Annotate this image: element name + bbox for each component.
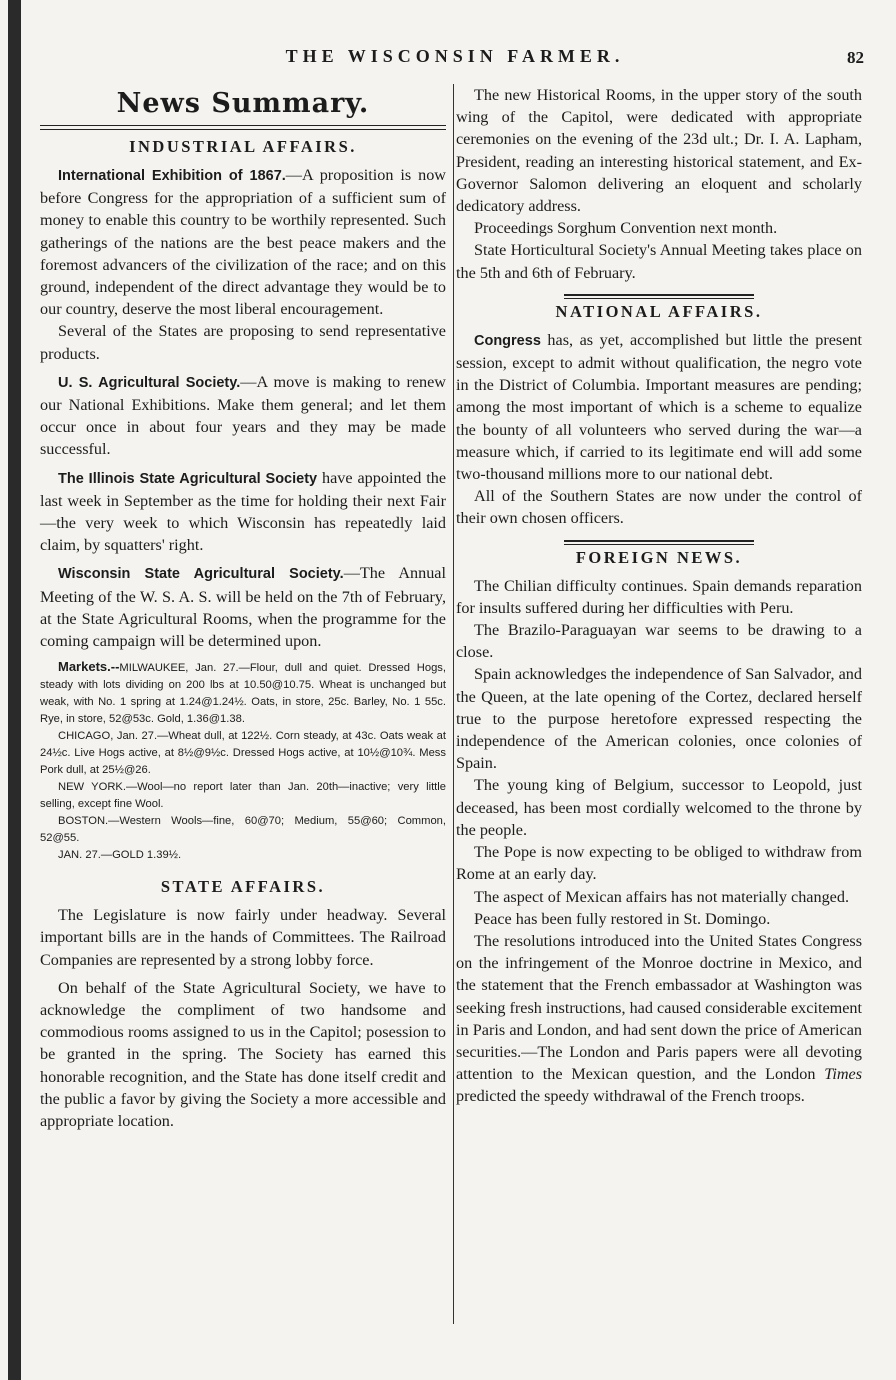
article-illinois-society [40, 467, 446, 557]
page-header [40, 46, 870, 76]
article-text: —A move is making to renew our National Exhibitions. Make them general; and let them occur once in about four years and they may be made successful. [40, 372, 446, 459]
page-number: 82 [847, 48, 864, 67]
article-text: —The Annual Meeting of the W. S. A. S. will be held on the 7th of February, at the State Agricultural Rooms, when the programme for the coming campaign will be determined upon. [40, 564, 446, 651]
markets-gold: JAN. 27.—GOLD 1.39½. [58, 849, 182, 862]
article-capitol-rooms: On behalf of the State Agricultural Society, we have to acknowledge the compliment of two handsome and commodious rooms assigned to us in the Capitol; posession to be granted in the spring. The Society has earned this honorable recognition, and the State has done itself credit and the public a favor by giving the Society a more accessible and appropriate location. [40, 978, 446, 1131]
national-affairs-heading: NATIONAL AFFAIRS. [555, 301, 763, 321]
page-spine [8, 0, 21, 1380]
article-brazilo-paraguayan-war: The Brazilo-Paraguayan war seems to be drawing to a close. [456, 621, 862, 662]
state-affairs-heading: STATE AFFAIRS. [160, 877, 326, 897]
article-historical-rooms: The new Historical Rooms, in the upper story of the south wing of the Capitol, were dedicated with appropriate ceremonies on the evening of the 23d ult.; Dr. I. A. Lapham, President, reading an interesting historical statement, and Ex-Governor Salomon delivering an eloquent and scholarly dedicatory address. [456, 86, 862, 216]
article-king-of-belgium: The young king of Belgium, successor to Leopold, just deceased, has been most cordially welcomed to the throne by the people. [456, 776, 862, 839]
section-rule [564, 540, 754, 545]
markets-new-york: NEW YORK.—Wool—no report later than Jan. 20th—inactive; very little selling, except fine Wool. [40, 781, 446, 811]
article-chilian-difficulty: The Chilian difficulty continues. Spain demands reparation for insults suffered during her difficulties with Peru. [456, 576, 862, 617]
article-legislature: The Legislature is now fairly under headway. Several important bills are in the hands of Committees. The Railroad Companies are represented by a strong lobby force. [40, 906, 446, 969]
article-pope: The Pope is now expecting to be obliged to withdraw from Rome at an early day. [456, 843, 862, 884]
article-lead: Congress [474, 332, 541, 349]
article-international-exhibition [40, 164, 446, 320]
article-horticultural-society: State Horticultural Society's Annual Meeting takes place on the 5th and 6th of February. [456, 241, 862, 282]
masthead: News Summary. [116, 88, 370, 119]
section-rule [564, 294, 754, 299]
article-congress [456, 329, 862, 485]
article-text: The resolutions introduced into the United States Congress on the infringement of the Monroe doctrine in Mexico, and the statement that the French embassador at Washington was seeking fresh instructions, had caused considerable excitement in Paris and London, and had sent down the price of American securities.—The London and Paris papers were all devoting attention to the Mexican question, and the London [456, 931, 862, 1084]
article-lead: International Exhibition of 1867. [58, 168, 286, 184]
right-column [456, 84, 862, 1108]
article-lead: The Illinois State Agricultural Society [58, 470, 318, 487]
markets-boston: BOSTON.—Western Wools—fine, 60@70; Medium, 55@60; Common, 52@55. [40, 815, 446, 845]
running-title: THE WISCONSIN FARMER. [285, 46, 625, 66]
markets-text: MILWAUKEE, Jan. 27.—Flour, dull and quiet. Dressed Hogs, steady with lots dividing on 200 lbs at 10.50@10.75. Wheat is unchanged but weak, with No. 1 spring at 1.24@1.24½. Oats, in store, 25c. Barley, No. 1 55c. Rye, in store, 52@53c. Gold, 1.36@1.38. [40, 662, 446, 726]
article-lead: Wisconsin State Agricultural Society. [58, 566, 344, 583]
article-st-domingo: Peace has been fully restored in St. Domingo. [474, 909, 771, 928]
article-text: has, as yet, accomplished but little the present session, except to admit without qualification, the negro vote in the District of Columbia. Important measures are pending; among the most important of which is a scheme to equalize the bounty of all volunteers who served during the war—a measure which, if carried to its legitimate end will add some two-thousand millions more to our national debt. [456, 330, 862, 484]
article-representative-products: Several of the States are proposing to send representative products. [40, 322, 446, 363]
article-monroe-doctrine [456, 930, 862, 1108]
markets-chicago: CHICAGO, Jan. 27.—Wheat dull, at 122½. Corn steady, at 43c. Oats weak at 24½c. Live Hogs active, at 8½@9½c. Dressed Hogs active, at 10½@10¾. Mess Pork dull, at 25½@26. [40, 730, 446, 777]
article-lead: U. S. Agricultural Society. [58, 374, 241, 391]
article-text: have appointed the last week in September as the time for holding their next Fair—the very week to which Wisconsin has repeatedly laid claim, by squatters' right. [40, 468, 447, 555]
article-text: —A proposition is now before Congress for the appropriation of a sufficient sum of money to enable this country to be worthily represented. Such gatherings of the nations are the best peace makers and the foremost advancers of the civilization of the race; and on this ground, independent of the direct advantage they would be to our country, deserve the most liberal encouragement. [40, 166, 446, 319]
article-mexican-affairs: The aspect of Mexican affairs has not materially changed. [474, 887, 850, 906]
article-sorghum-convention: Proceedings Sorghum Convention next month. [474, 219, 778, 238]
masthead-rule [40, 125, 446, 130]
article-us-agricultural-society [40, 371, 446, 461]
article-text: predicted the speedy withdrawal of the French troops. [456, 1087, 805, 1106]
left-column [40, 84, 446, 1132]
markets-lead: Markets.-- [58, 659, 120, 675]
industrial-affairs-heading: INDUSTRIAL AFFAIRS. [129, 137, 357, 156]
column-divider [453, 84, 454, 1324]
foreign-news-heading: FOREIGN NEWS. [575, 547, 743, 567]
markets-milwaukee [40, 658, 446, 728]
article-southern-states: All of the Southern States are now under the control of their own chosen officers. [456, 487, 862, 528]
newspaper-title: Times [824, 1065, 862, 1084]
article-san-salvador: Spain acknowledges the independence of San Salvador, and the Queen, at the late opening of the Cortez, declared herself true to the purpose heretofore expressed respecting the independence of the American colonies, once colonies of Spain. [456, 665, 862, 773]
article-wisconsin-society [40, 562, 446, 652]
